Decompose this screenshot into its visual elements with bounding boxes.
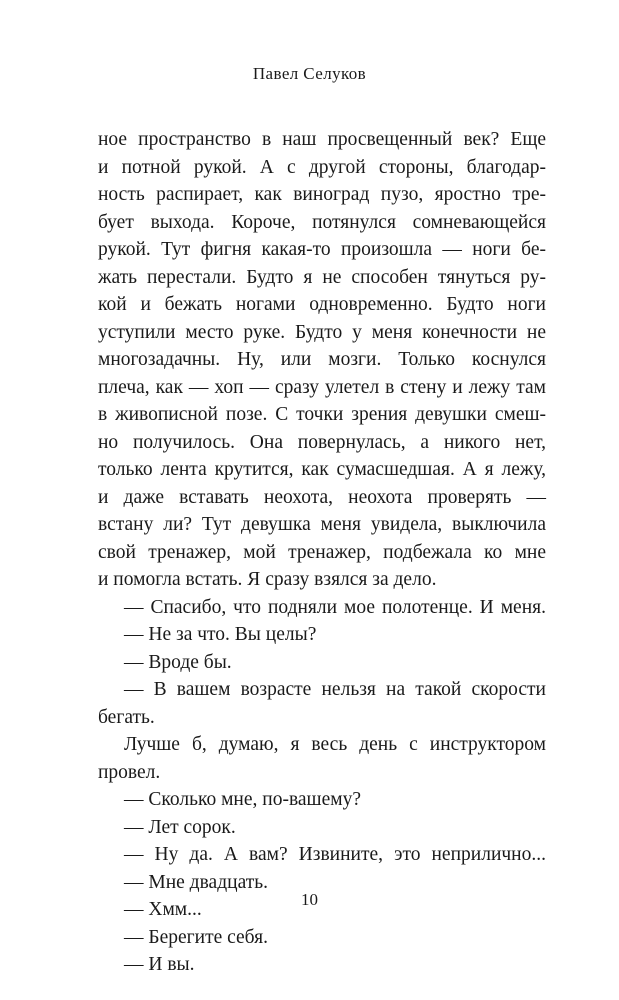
- text-line: жать перестали. Будто я не способен тянуться ру-: [98, 266, 546, 288]
- text-line: ность распирает, как виноград пузо, яростно тре-: [98, 184, 546, 205]
- text-line: ное пространство в наш просвещенный век? Еще: [98, 129, 546, 150]
- text-line: в живописной позе. С точки зрения девушки смеш-: [98, 404, 546, 425]
- text-line: — Берегите себя.: [124, 926, 268, 948]
- text-line: провел.: [98, 761, 161, 783]
- text-line: — Мне двадцать.: [124, 871, 269, 893]
- text-line: — Вроде бы.: [124, 651, 232, 673]
- text-line: — Хмм...: [124, 899, 202, 920]
- page-number: 10: [301, 890, 318, 909]
- text-line: свой тренажер, мой тренажер, подбежала ко мне: [98, 541, 546, 563]
- text-line: — Не за что. Вы целы?: [124, 624, 317, 645]
- body-text: [98, 126, 546, 979]
- text-line: — И вы.: [124, 954, 195, 975]
- text-line: только лента крутится, как сумасшедшая. А я лежу,: [98, 459, 546, 480]
- text-line: бегать.: [98, 706, 155, 728]
- text-line: и даже вставать неохота, неохота проверять —: [98, 486, 546, 508]
- text-line: — В вашем возрасте нельзя на такой скорости: [124, 679, 546, 700]
- text-line: плеча, как — хоп — сразу улетел в стену и лежу там: [98, 376, 546, 398]
- text-line: — Ну да. А вам? Извините, это неприлично...: [124, 844, 546, 865]
- text-line: — Спасибо, что подняли мое полотенце. И меня.: [124, 596, 546, 618]
- running-header-author: Павел Селуков: [252, 64, 367, 83]
- text-line: и потной рукой. А с другой стороны, благодар-: [98, 156, 546, 178]
- text-line: — Лет сорок.: [124, 816, 236, 838]
- text-line: рукой. Тут фигня какая-то произошла — ноги бе-: [98, 239, 546, 260]
- text-line: бует выхода. Короче, потянулся сомневающейся: [98, 211, 546, 233]
- text-line: кой и бежать ногами одновременно. Будто ноги: [98, 294, 546, 315]
- text-line: Лучше б, думаю, я весь день с инструктором: [124, 734, 546, 755]
- text-line: многозадачны. Ну, или мозги. Только коснулся: [98, 349, 546, 370]
- text-line: и помогла встать. Я сразу взялся за дело.: [98, 569, 437, 590]
- text-line: встану ли? Тут девушка меня увидела, выключила: [98, 514, 546, 535]
- text-line: — Сколько мне, по-вашему?: [124, 789, 361, 810]
- text-line: но получилось. Она повернулась, а никого нет,: [98, 431, 546, 453]
- text-line: уступили место руке. Будто у меня конечности не: [98, 321, 546, 343]
